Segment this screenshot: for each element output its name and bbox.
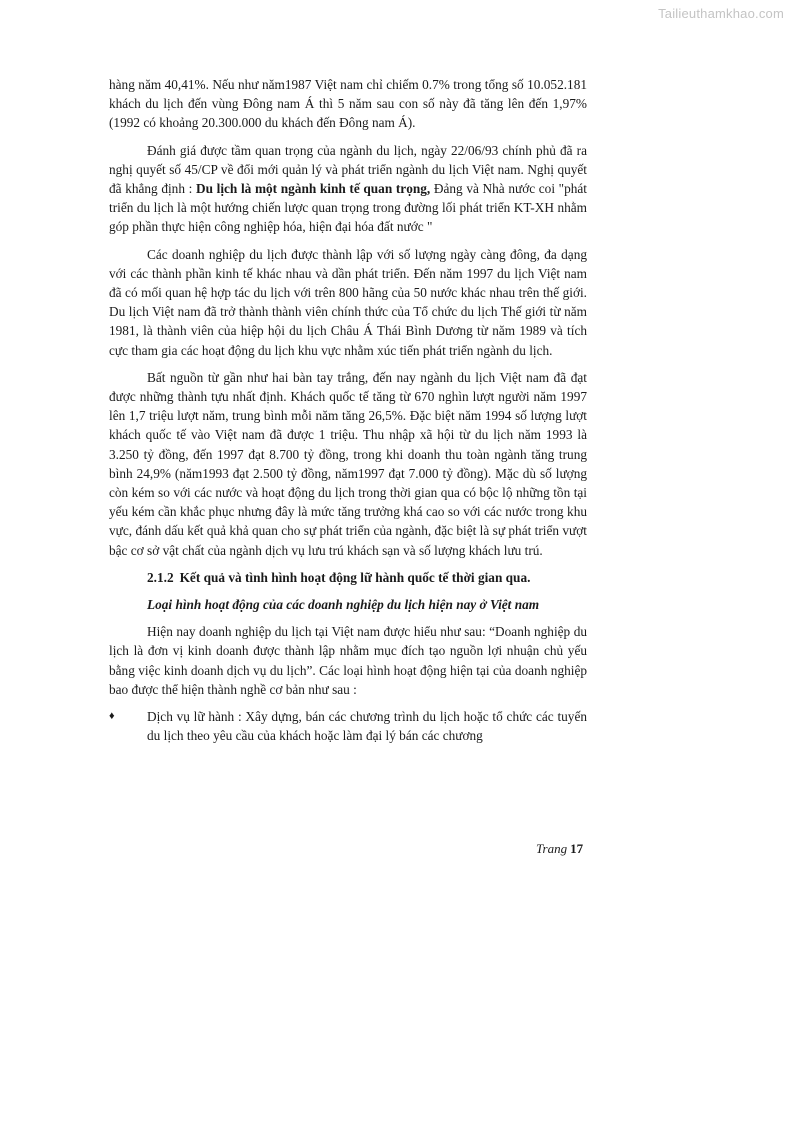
paragraph-2-text-a: Đánh giá được tầm quan trọng của ngành du lịch, ngày 22/06/93 chính phủ đã ra nghị quyết số 45/CP về đổi mới quản lý và phát triển ngành du lịch Việt nam. Nghị quyết đã khẳng định :	[109, 142, 587, 197]
paragraph-2-emphasis: Du lịch là một ngành kinh tế quan trọng,	[195, 181, 431, 197]
page-footer	[536, 841, 583, 857]
paragraph-4: Bất nguồn từ gần như hai bàn tay trắng, đến nay ngành du lịch Việt nam đã đạt được những thành tựu nhất định. Khách quốc tế tăng từ 670 nghìn lượt người năm 1997 lên 1,7 triệu lượt năm, trung bình mỗi năm tăng 26,5%. Đặc biệt năm 1994 số lượng lượt khách quốc tế vào Việt nam đã được 1 triệu. Thu nhập xã hội từ du lịch năm 1993 là 3.250 tỷ đồng, đến 1997 đạt 8.700 tỷ đồng, trong khi doanh thu toàn ngành tăng trung bình 24,9% (năm1993 đạt 2.500 tỷ đồng, năm1997 đạt 7.000 tỷ đồng). Mặc dù số lượng còn kém so với các nước và hoạt động du lịch trong thời gian qua có bộc lộ những tồn tại yếu kém cần khắc phục nhưng đây là mức tăng trưởng khá cao so với các nước trong khu vực, đánh dấu kết quả khả quan cho sự phát triển của ngành, đặc biệt là sự phát triển vượt bậc cơ sở vật chất của ngành dịch vụ lưu trú khách sạn và số lượng khách lưu trú.	[109, 369, 587, 558]
paragraph-1: hàng năm 40,41%. Nếu như năm1987 Việt nam chỉ chiếm 0.7% trong tổng số 10.052.181 khách du lịch đến vùng Đông nam Á thì 5 năm sau con số này đã tăng lên đến 1,97% (1992 có khoảng 20.300.000 du khách đến Đông nam Á).	[109, 77, 587, 131]
paragraph-5: Hiện nay doanh nghiệp du lịch tại Việt nam được hiểu như sau: “Doanh nghiệp du lịch là đơn vị kinh doanh được thành lập nhằm mục đích tạo nguồn lợi nhuận chủ yếu bằng việc kinh doanh dịch vụ du lịch”. Các loại hình hoạt động hiện tại của doanh nghiệp bao được thể hiện thành nghề cơ bản như sau :	[109, 624, 587, 697]
paragraph-2	[109, 141, 587, 237]
section-heading	[109, 568, 587, 587]
list-item	[109, 707, 587, 745]
page-number: 17	[570, 841, 584, 856]
section-number: 2.1.2	[147, 569, 174, 585]
list-item-text: Dịch vụ lữ hành : Xây dựng, bán các chương trình du lịch hoặc tổ chức các tuyến du lịch theo yêu cầu của khách hoặc làm đại lý bán các chương	[147, 709, 587, 744]
paragraph-2-text-b: Đảng và Nhà nước coi "phát triển du lịch là một hướng chiến lược quan trọng trong đường lối phát triển KT-XH nhằm góp phần thực hiện công nghiệp hóa, hiện đại hóa đất nước "	[109, 181, 587, 235]
diamond-bullet-icon: ♦	[109, 710, 115, 723]
section-subtitle: Loại hình hoạt động của các doanh nghiệp du lịch hiện nay ở Việt nam	[147, 597, 540, 613]
section-title: Kết quả và tình hình hoạt động lữ hành quốc tế thời gian qua.	[179, 569, 531, 585]
paragraph-3: Các doanh nghiệp du lịch được thành lập với số lượng ngày càng đông, đa dạng với các thành phần kinh tế khác nhau và dần phát triển. Đến năm 1997 du lịch Việt nam đã có mối quan hệ hợp tác du lịch với trên 800 hãng của 50 nước khác nhau trên thế giới. Du lịch Việt nam đã trở thành thành viên chính thức của Tổ chức du lịch Thế giới từ năm 1981, là thành viên của hiệp hội du lịch Châu Á Thái Bình Dương từ năm 1989 và tích cực tham gia các hoạt động du lịch khu vực nhằm xúc tiến phát triển ngành du lịch.	[109, 246, 587, 358]
page-label: Trang	[536, 841, 568, 856]
page-body	[109, 75, 587, 746]
watermark: Tailieuthamkhao.com	[658, 6, 784, 21]
